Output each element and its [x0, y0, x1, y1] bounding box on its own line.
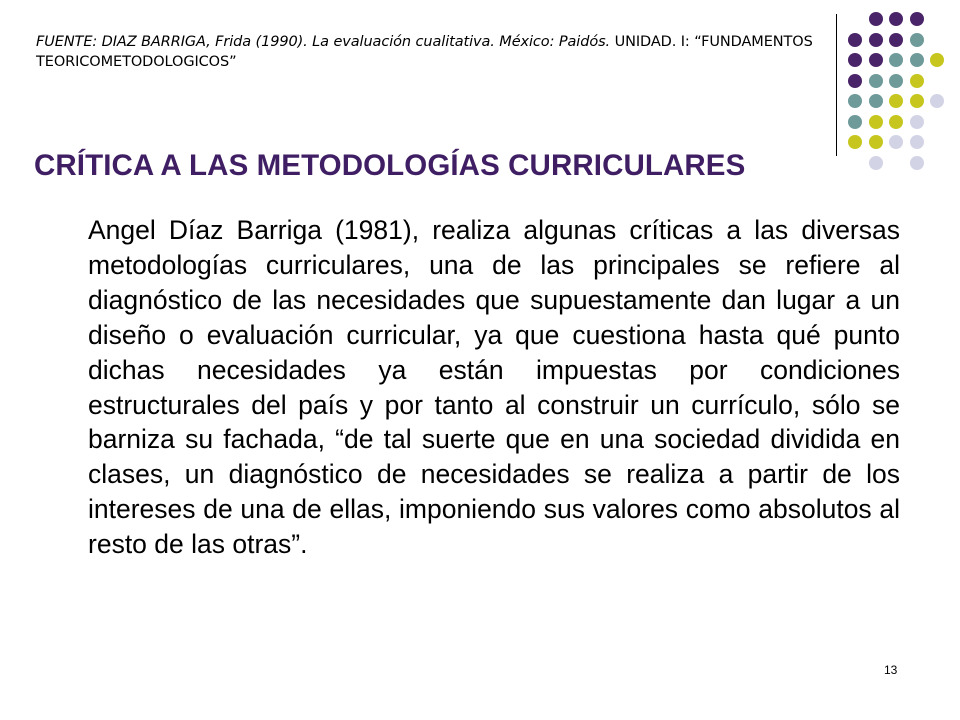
decorative-dot — [910, 12, 924, 26]
decorative-dot — [910, 94, 924, 108]
decorative-dot — [889, 115, 903, 129]
decorative-dot — [869, 74, 883, 88]
decorative-dot — [869, 156, 883, 170]
decorative-dot-grid — [848, 12, 948, 162]
slide-body-paragraph: Angel Díaz Barriga (1981), realiza algunas críticas a las diversas metodologías curriculares, una de las principales se refiere al diagnóstico de las necesidades que supuestamente dan lugar a un diseño o evaluación curricular, ya que cuestiona hasta qué punto dichas necesidades ya están impuestas por condiciones estructurales del país y por tanto al construir un currículo, sólo se barniza su fachada, “de tal suerte que en una sociedad dividida en clases, un diagnóstico de necesidades se realiza a partir de los intereses de una de ellas, imponiendo sus valores como absolutos al resto de las otras”. — [88, 215, 900, 560]
decorative-dot — [889, 33, 903, 47]
decorative-dot — [910, 33, 924, 47]
decorative-dot — [869, 135, 883, 149]
decorative-dot — [848, 74, 862, 88]
decorative-dot — [848, 33, 862, 47]
decorative-dot — [869, 12, 883, 26]
decorative-dot — [848, 115, 862, 129]
decorative-dot — [889, 135, 903, 149]
decorative-dot — [869, 94, 883, 108]
decorative-dot — [910, 53, 924, 67]
decorative-dot — [889, 74, 903, 88]
decorative-dot — [869, 33, 883, 47]
page-number: 13 — [884, 663, 898, 677]
source-citation-italic: FUENTE: DIAZ BARRIGA, Frida (1990). La evaluación cualitativa. México: Paidós. — [36, 34, 611, 50]
decorative-dot — [910, 74, 924, 88]
decorative-divider-line — [836, 14, 837, 156]
slide-title: CRÍTICA A LAS METODOLOGÍAS CURRICULARES — [34, 149, 746, 182]
decorative-dot — [869, 53, 883, 67]
decorative-dot — [910, 115, 924, 129]
decorative-dot — [848, 53, 862, 67]
source-citation-unit: UNIDAD. I: “FUNDAMENTOS TEORICOMETODOLOGICOS” — [36, 34, 813, 70]
decorative-dot — [930, 94, 944, 108]
decorative-dot — [869, 115, 883, 129]
decorative-dot — [848, 94, 862, 108]
decorative-dot — [889, 94, 903, 108]
source-citation — [36, 32, 826, 72]
decorative-dot — [910, 156, 924, 170]
decorative-dot — [889, 12, 903, 26]
decorative-dot — [910, 135, 924, 149]
decorative-dot — [930, 53, 944, 67]
decorative-dot — [848, 135, 862, 149]
decorative-dot — [889, 53, 903, 67]
